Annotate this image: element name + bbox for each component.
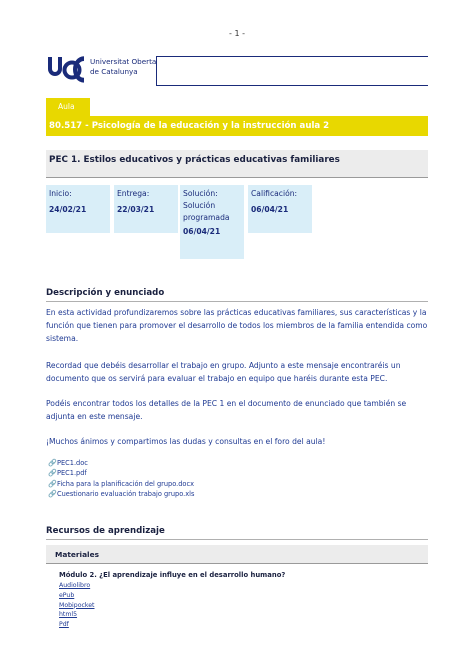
date-inicio (46, 185, 110, 233)
description-rule (46, 301, 428, 302)
module-link-epub[interactable]: ePub (59, 591, 75, 599)
date-label: Entrega: (117, 189, 150, 198)
university-line-2: de Catalunya (90, 67, 138, 76)
page-number: - 1 - (229, 29, 245, 38)
description-paragraph: Podéis encontrar todos los detalles de la PEC 1 en el documento de enunciado que también se adjunta en este mensaje. (46, 399, 407, 421)
module-title: Módulo 2. ¿El aprendizaje influye en el desarrollo humano? (59, 571, 286, 579)
date-label: Solución: Solución programada (183, 189, 230, 222)
attachment-name[interactable]: Cuestionario evaluación trabajo grupo.xls (57, 490, 195, 499)
description-paragraph: En esta actividad profundizaremos sobre las prácticas educativas familiares, sus características y la función que tienen para promover el desarrollo de todos los miembros de la familia entendida como sistema. (46, 308, 428, 343)
module-link-html5[interactable]: html5 (59, 611, 78, 619)
attachment-link[interactable] (48, 458, 194, 468)
description-paragraph: ¡Muchos ánimos y compartimos las dudas y consultas en el foro del aula! (46, 437, 326, 446)
attachment-name[interactable]: PEC1.doc (57, 459, 88, 467)
date-label: Calificación: (251, 189, 298, 198)
course-title: 80.517 - Psicología de la educación y la instrucción aula 2 (46, 116, 428, 136)
attachment-link[interactable] (48, 479, 194, 489)
resources-rule (46, 539, 428, 540)
link-icon: 🔗 (48, 459, 57, 467)
link-icon: 🔗 (48, 479, 57, 488)
module-link-audiolibro[interactable]: Audiolibro (59, 582, 91, 589)
module-link-pdf[interactable]: Pdf (59, 621, 69, 629)
description-paragraph: Recordad que debéis desarrollar el trabajo en grupo. Adjunto a este mensaje encontraréis un documento que os servirá para evaluar el trabajo en equipo que haréis durante esta PEC. (46, 361, 401, 383)
university-name (90, 57, 156, 77)
university-line-1: Universitat Oberta (90, 57, 157, 66)
header-rule-side (156, 56, 157, 86)
link-icon: 🔗 (48, 469, 57, 478)
pec-title: PEC 1. Estilos educativos y prácticas educativas familiares (46, 150, 428, 178)
date-label: Inicio: (49, 189, 72, 198)
date-calificacion (248, 185, 312, 233)
date-solucion (180, 185, 244, 259)
header-rule-bottom (156, 85, 428, 86)
resources-title: Recursos de aprendizaje (46, 526, 165, 536)
date-entrega (114, 185, 178, 233)
attachment-name[interactable]: Ficha para la planificación del grupo.docx (57, 479, 194, 488)
uoc-logo (46, 53, 86, 87)
module-link-mobipocket[interactable]: Mobipocket (59, 601, 95, 609)
attachment-link[interactable] (48, 489, 194, 499)
materials-header: Materiales (46, 545, 428, 564)
aula-tab[interactable]: Aula (46, 98, 90, 116)
header-rule-top (156, 56, 428, 57)
attachments-list (48, 458, 194, 500)
date-value: 24/02/21 (49, 205, 87, 214)
date-value: 22/03/21 (117, 205, 155, 214)
module-links (59, 581, 94, 630)
description-title: Descripción y enunciado (46, 288, 165, 298)
attachment-name[interactable]: PEC1.pdf (57, 469, 87, 478)
date-value: 06/04/21 (251, 205, 289, 214)
date-value: 06/04/21 (183, 227, 221, 236)
link-icon: 🔗 (48, 490, 57, 499)
attachment-link[interactable] (48, 468, 194, 478)
